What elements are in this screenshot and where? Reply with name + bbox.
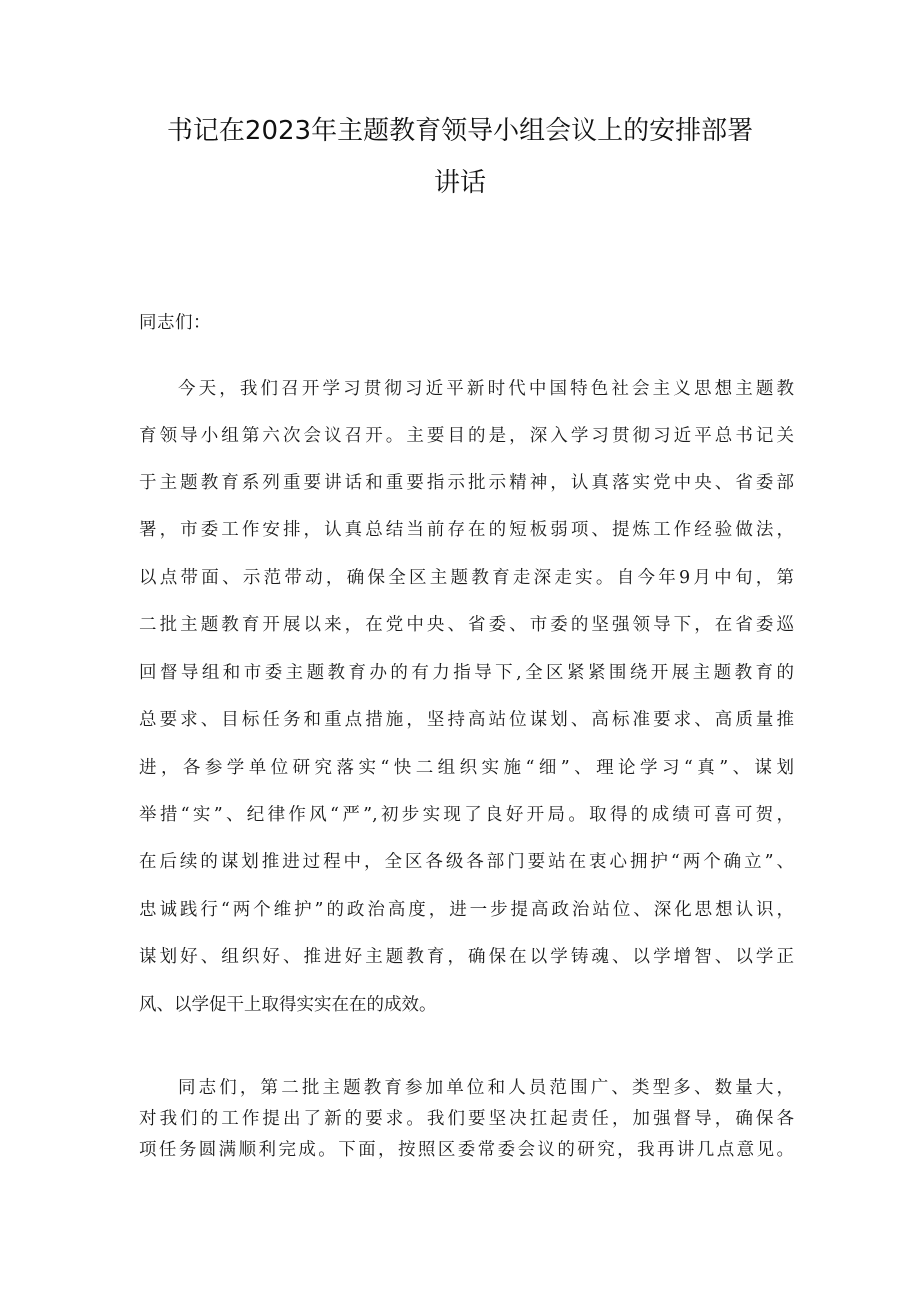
paragraph-1-line: 进，各参学单位研究落实“快二组织实施“细”、理论学习“真”、谋划 (139, 758, 794, 778)
paragraph-1-line: 于主题教育系列重要讲话和重要指示批示精神，认真落实党中央、省委部 (139, 473, 794, 493)
salutation: 同志们： (139, 313, 211, 333)
paragraph-1-line: 署，市委工作安排，认真总结当前存在的短板弱项、提炼工作经验做法， (139, 520, 794, 540)
paragraph-1-line: 风、以学促干上取得实实在在的成效。 (139, 995, 437, 1015)
paragraph-1-line: 二批主题教育开展以来，在党中央、省委、市委的坚强领导下，在省委巡 (139, 615, 794, 635)
paragraph-1-line: 谋划好、组织好、推进好主题教育，确保在以学铸魂、以学增智、以学正 (139, 947, 794, 967)
paragraph-1-line: 回督导组和市委主题教育办的有力指导下,全区紧紧围绕开展主题教育的 (139, 663, 794, 683)
paragraph-1-line: 今天，我们召开学习贯彻习近平新时代中国特色社会主义思想主题教 (178, 379, 794, 399)
paragraph-1-line: 育领导小组第六次会议召开。主要目的是，深入学习贯彻习近平总书记关 (139, 426, 794, 446)
paragraph-1-line: 忠诚践行“两个维护”的政治高度，进一步提高政治站位、深化思想认识， (139, 900, 794, 920)
paragraph-1-line: 以点带面、示范带动，确保全区主题教育走深走实。自今年9月中旬，第 (139, 568, 794, 588)
paragraph-2-line: 项任务圆满顺利完成。下面，按照区委常委会议的研究，我再讲几点意见。 (139, 1140, 794, 1160)
paragraph-1-line: 举措“实”、纪律作风“严”,初步实现了良好开局。取得的成绩可喜可贺， (139, 805, 794, 825)
document-title-line-1: 书记在2023年主题教育领导小组会议上的安排部署 (166, 116, 754, 146)
paragraph-1-line: 在后续的谋划推进过程中，全区各级各部门要站在衷心拥护“两个确立”、 (139, 852, 794, 872)
paragraph-2-line: 对我们的工作提出了新的要求。我们要坚决扛起责任，加强督导，确保各 (139, 1109, 794, 1129)
document-title-line-2: 讲话 (433, 168, 486, 198)
paragraph-1-line: 总要求、目标任务和重点措施，坚持高站位谋划、高标准要求、高质量推 (139, 710, 794, 730)
paragraph-2-line: 同志们，第二批主题教育参加单位和人员范围广、类型多、数量大， (178, 1078, 794, 1098)
